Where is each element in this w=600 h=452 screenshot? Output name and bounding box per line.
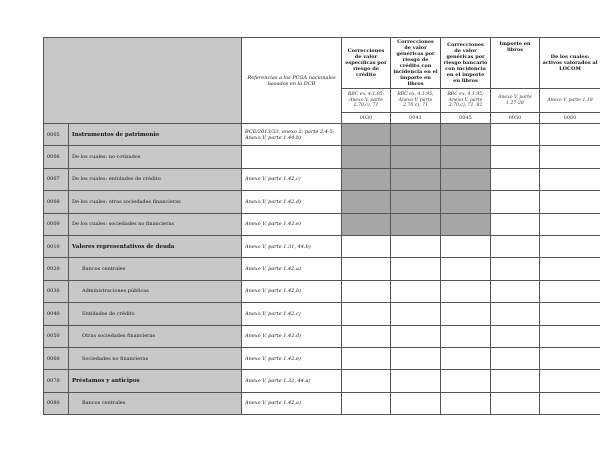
data-cell[interactable] (441, 280, 491, 302)
col-header-0060: De los cuales: activos valorados al LOCOM (540, 38, 600, 89)
table-row (44, 280, 600, 302)
row-code: 0006 (44, 146, 69, 168)
data-cell[interactable] (342, 392, 391, 414)
data-cell[interactable] (441, 392, 491, 414)
row-label: Bancos centrales (82, 266, 126, 273)
col-ref-0050: Anexo V, parte 1.27-28 (491, 89, 540, 113)
row-reference: Anexo V, parte 1.42.b) (242, 280, 342, 302)
col-code-0045: 0045 (441, 113, 491, 124)
ref-column-header: Referencias a los PCGA nacionales basados en la DCB (242, 38, 342, 124)
row-reference (242, 146, 342, 168)
row-reference: Anexo V, parte 1.42.a) (242, 258, 342, 280)
data-cell[interactable] (491, 303, 540, 325)
data-cell[interactable] (491, 235, 540, 257)
row-label-cell (69, 347, 242, 369)
data-cell[interactable] (491, 258, 540, 280)
data-cell[interactable] (540, 325, 600, 347)
data-cell[interactable] (540, 347, 600, 369)
data-cell[interactable] (491, 168, 540, 190)
data-cell[interactable] (491, 146, 540, 168)
data-cell[interactable] (540, 303, 600, 325)
col-code-0060: 0060 (540, 113, 600, 124)
row-label-cell (69, 392, 242, 414)
row-code: 0040 (44, 303, 69, 325)
data-cell[interactable] (391, 347, 441, 369)
data-cell[interactable] (491, 325, 540, 347)
table-row (44, 235, 600, 257)
data-cell[interactable] (540, 124, 600, 146)
shaded-cell (441, 213, 491, 235)
row-label: De los cuales: sociedades no financieras (72, 221, 175, 228)
data-cell[interactable] (540, 280, 600, 302)
row-label: De los cuales: entidades de crédito (72, 176, 161, 183)
data-cell[interactable] (342, 258, 391, 280)
col-code-0041: 0041 (391, 113, 441, 124)
table-row (44, 258, 600, 280)
data-cell[interactable] (342, 370, 391, 392)
data-cell[interactable] (540, 146, 600, 168)
row-label: Valores representativos de deuda (72, 243, 175, 250)
data-cell[interactable] (491, 280, 540, 302)
table-row (44, 124, 600, 146)
row-label: Entidades de crédito (82, 310, 135, 317)
data-cell[interactable] (491, 392, 540, 414)
shaded-cell (441, 124, 491, 146)
row-code: 0070 (44, 370, 69, 392)
data-cell[interactable] (540, 235, 600, 257)
row-label-cell (69, 303, 242, 325)
row-reference: Anexo V, parte 1.31, 44.b) (242, 235, 342, 257)
table-row (44, 303, 600, 325)
shaded-cell (441, 191, 491, 213)
financial-report-table (43, 37, 600, 415)
shaded-cell (441, 168, 491, 190)
col-code-0030: 0030 (342, 113, 391, 124)
row-label: De los cuales: otras sociedades financieras (72, 198, 181, 205)
data-cell[interactable] (391, 325, 441, 347)
data-cell[interactable] (342, 325, 391, 347)
shaded-cell (342, 191, 391, 213)
data-cell[interactable] (491, 370, 540, 392)
row-code: 0060 (44, 347, 69, 369)
row-label-cell (69, 146, 242, 168)
data-cell[interactable] (540, 168, 600, 190)
row-code: 0007 (44, 168, 69, 190)
data-cell[interactable] (491, 191, 540, 213)
data-cell[interactable] (441, 258, 491, 280)
row-label: De los cuales: no cotizados (72, 154, 141, 161)
shaded-cell (342, 124, 391, 146)
data-cell[interactable] (391, 280, 441, 302)
row-code: 0008 (44, 191, 69, 213)
col-header-0041: Correcciones de valor genéricas por riesgo de crédito con incidencia en el importe en libros (391, 38, 441, 89)
data-cell[interactable] (441, 235, 491, 257)
data-cell[interactable] (441, 370, 491, 392)
row-label: Otras sociedades financieras (82, 333, 156, 340)
row-reference: BCE/2013/33, anexo 2, parte 2.4-5; Anexo V, parte 1.44.b) (242, 124, 342, 146)
shaded-cell (342, 168, 391, 190)
col-code-0050: 0050 (491, 113, 540, 124)
data-cell[interactable] (491, 213, 540, 235)
table-row (44, 347, 600, 369)
row-label-cell (69, 168, 242, 190)
col-ref-0060: Anexo V, parte 1.19 (540, 89, 600, 113)
shaded-cell (441, 146, 491, 168)
data-cell[interactable] (491, 347, 540, 369)
shaded-cell (391, 191, 441, 213)
row-code: 0020 (44, 258, 69, 280)
row-label: Bancos centrales (82, 400, 126, 407)
col-header-0030: Correcciones de valor específicas por riesgo de crédito (342, 38, 391, 89)
row-label: Administraciones públicas (82, 288, 149, 295)
shaded-cell (391, 146, 441, 168)
row-reference: Anexo V, parte 1.42.c) (242, 168, 342, 190)
row-reference: Anexo V, parte 1.32, 44.a) (242, 370, 342, 392)
row-reference: Anexo V, parte 1.42.c) (242, 303, 342, 325)
table-row (44, 213, 600, 235)
row-reference: Anexo V, parte 1.42.e) (242, 347, 342, 369)
data-cell[interactable] (540, 392, 600, 414)
shaded-cell (391, 168, 441, 190)
row-label-cell (69, 325, 242, 347)
col-header-0045: Correcciones de valor genéricas por riesgo bancario con incidencia en el importe en libros (441, 38, 491, 89)
table-body (44, 124, 600, 415)
shaded-cell (342, 213, 391, 235)
row-code: 0009 (44, 213, 69, 235)
table-row (44, 191, 600, 213)
shaded-cell (391, 213, 441, 235)
data-cell[interactable] (342, 347, 391, 369)
data-cell[interactable] (342, 235, 391, 257)
col-ref-0045: RBC ex. 4.1.95; Anexo V, parte 2.70.c), 71, 82 (441, 89, 491, 113)
data-cell[interactable] (391, 258, 441, 280)
data-cell[interactable] (540, 258, 600, 280)
table-row (44, 392, 600, 414)
table-row (44, 325, 600, 347)
row-label-cell (69, 258, 242, 280)
table-row (44, 146, 600, 168)
table-row (44, 168, 600, 190)
row-label: Sociedades no financieras (82, 355, 149, 362)
row-code: 0080 (44, 392, 69, 414)
row-label-cell (69, 280, 242, 302)
row-code: 0010 (44, 235, 69, 257)
data-cell[interactable] (441, 325, 491, 347)
data-cell[interactable] (391, 392, 441, 414)
data-cell[interactable] (391, 370, 441, 392)
data-cell[interactable] (441, 347, 491, 369)
row-label: Instrumentos de patrimonio (72, 131, 160, 138)
row-reference: Anexo V, parte 1.42.d) (242, 325, 342, 347)
row-code: 0050 (44, 325, 69, 347)
row-reference: Anexo V, parte 1.42.e) (242, 213, 342, 235)
row-label-cell (69, 235, 242, 257)
row-label-cell (69, 213, 242, 235)
shaded-cell (391, 124, 441, 146)
data-cell[interactable] (342, 280, 391, 302)
row-reference: Anexo V, parte 1.42.d) (242, 191, 342, 213)
col-ref-0041: RBC ex. 4.1.95; Anexo V, parte 2.70.c), 71 (391, 89, 441, 113)
data-cell[interactable] (342, 303, 391, 325)
report-table-sheet (43, 37, 600, 427)
row-label-cell (69, 370, 242, 392)
data-cell[interactable] (391, 303, 441, 325)
row-code: 0005 (44, 124, 69, 146)
col-header-0050: Importe en libros (491, 38, 540, 89)
row-label: Préstamos y anticipos (72, 377, 140, 384)
table-row (44, 370, 600, 392)
data-cell[interactable] (540, 213, 600, 235)
header-blank-corner (44, 38, 242, 124)
col-ref-0030: RBC ex. 4.1.95; Anexo V, parte 2.70.c), 71 (342, 89, 391, 113)
row-code: 0030 (44, 280, 69, 302)
data-cell[interactable] (540, 191, 600, 213)
row-reference: Anexo V, parte 1.42.a) (242, 392, 342, 414)
row-label-cell (69, 191, 242, 213)
data-cell[interactable] (391, 235, 441, 257)
row-label-cell (69, 124, 242, 146)
shaded-cell (342, 146, 391, 168)
data-cell[interactable] (441, 303, 491, 325)
data-cell[interactable] (491, 124, 540, 146)
data-cell[interactable] (540, 370, 600, 392)
